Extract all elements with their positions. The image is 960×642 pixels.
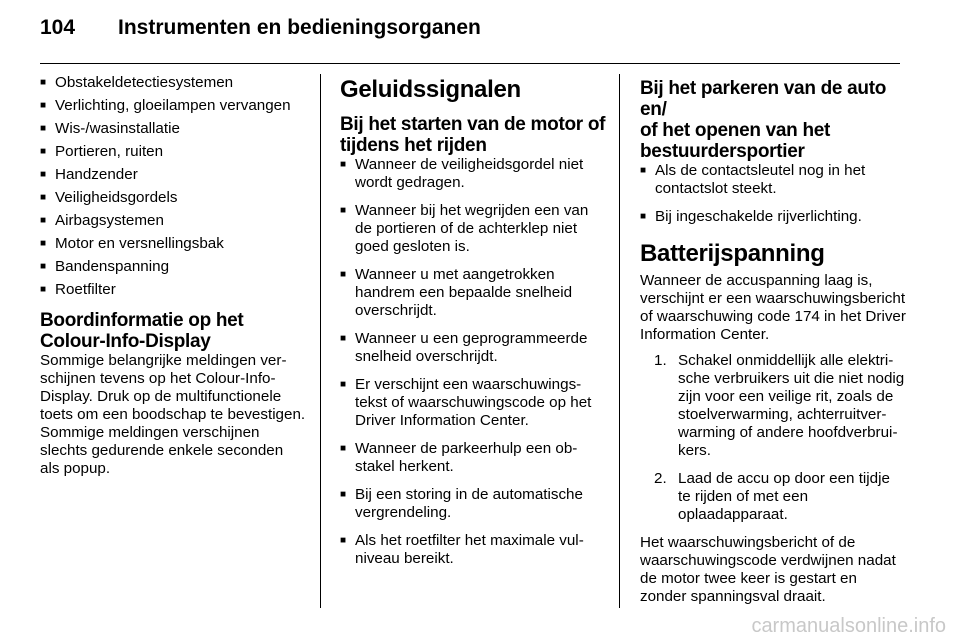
list-item: ■ Obstakeldetectiesystemen: [40, 74, 306, 92]
column-divider-left: [320, 74, 321, 608]
list-item: ■ Als de contactsleutel nog in het contactslot steekt.: [640, 162, 906, 198]
subheading-starten: Bij het starten van de motor of tijdens het rijden: [340, 114, 606, 156]
list-item: ■ Motor en versnellingsbak: [40, 235, 306, 253]
step-text: Laad de accu op door een tijdje te rijden of met een oplaadapparaat.: [678, 470, 890, 523]
signal-list: [340, 156, 606, 568]
page-number: 104: [40, 16, 76, 39]
list-item: ■ Wis-/wasinstallatie: [40, 120, 306, 138]
list-item: ■ Er verschijnt een waarschuwingstekst of waarschuwingscode op het Driver Information Center.: [340, 376, 606, 430]
list-item: ■ Roetfilter: [40, 281, 306, 299]
step-text: Schakel onmiddellijk alle elektrische verbruikers uit die niet nodig zijn voor een veilige rit, zoals de stoelverwarming, achterruitverwarming of andere hoofdverbruikers.: [678, 352, 905, 459]
colour-info-paragraph: Sommige belangrijke meldingen verschijnen tevens op het Colour-Info-Display. Druk op de multifunctionele toets om een boodschap te bevestigen. Sommige meldingen verschijnen slechts gedurende enkele seconden als popup.: [40, 352, 306, 477]
list-item: ■ Wanneer de veiligheidsgordel niet wordt gedragen.: [340, 156, 606, 192]
subheading-parkeren: Bij het parkeren van de auto en/ of het openen van het bestuurdersportier: [640, 78, 887, 162]
step-item: [654, 352, 906, 460]
list-item: ■ Veiligheidsgordels: [40, 189, 306, 207]
list-item: ■ Bij ingeschakelde rijverlichting.: [640, 208, 906, 226]
step-item: [654, 470, 906, 524]
watermark: carmanualsonline.info: [751, 615, 946, 637]
page-title: Instrumenten en bedieningsorganen: [118, 16, 481, 39]
column-right: [640, 74, 906, 606]
list-item: ■ Wanneer u met aangetrokken handrem een bepaalde snelheid overschrijdt.: [340, 266, 606, 320]
header-divider: [40, 63, 900, 64]
topic-list: [40, 74, 306, 299]
column-divider-right: [619, 74, 620, 608]
battery-intro: Wanneer de accuspanning laag is, verschijnt er een waarschuwingsbericht of waarschuwing code 174 in het Driver Information Center.: [640, 272, 906, 343]
list-item: ■ Bandenspanning: [40, 258, 306, 276]
list-item: ■ Als het roetfilter het maximale vulniveau bereikt.: [340, 532, 606, 568]
list-item: ■ Airbagsystemen: [40, 212, 306, 230]
step-number: 1.: [654, 352, 667, 369]
section-title-geluidssignalen: Geluidssignalen: [340, 76, 521, 103]
list-item: ■ Bij een storing in de automatische vergrendeling.: [340, 486, 606, 522]
section-heading-colour-info: Boordinformatie op het Colour-Info-Display: [40, 310, 244, 352]
battery-steps: [640, 352, 906, 524]
list-item: ■ Handzender: [40, 166, 306, 184]
section-title-batterijspanning: Batterijspanning: [640, 240, 825, 267]
list-item: ■ Wanneer de parkeerhulp een obstakel herkent.: [340, 440, 606, 476]
parking-list: [640, 162, 906, 226]
list-item: ■ Portieren, ruiten: [40, 143, 306, 161]
list-item: ■ Wanneer bij het wegrijden een van de portieren of de achterklep niet goed gesloten is.: [340, 202, 606, 256]
step-number: 2.: [654, 470, 667, 487]
battery-outro: Het waarschuwingsbericht of de waarschuwingscode verdwijnen nadat de motor twee keer is gestart en zonder spanningsval draait.: [640, 534, 896, 605]
column-left: [40, 74, 306, 478]
list-item: ■ Verlichting, gloeilampen vervangen: [40, 97, 306, 115]
column-middle: [340, 74, 606, 578]
list-item: ■ Wanneer u een geprogrammeerde snelheid overschrijdt.: [340, 330, 606, 366]
